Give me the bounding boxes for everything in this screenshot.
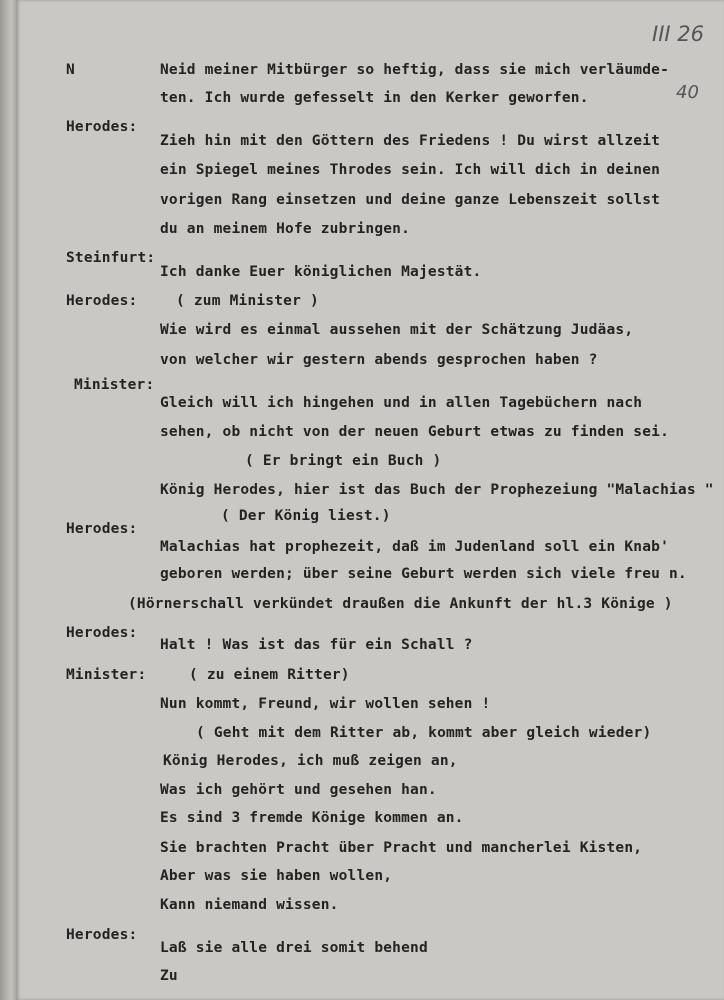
text-line: Wie wird es einmal aussehen mit der Schätzung Judäas,: [160, 322, 634, 338]
text-line: Kann niemand wissen.: [160, 897, 339, 913]
speaker-label: N: [66, 62, 75, 78]
text-line: Malachias hat prophezeit, daß im Judenland soll ein Knab': [160, 539, 669, 555]
text-line: Was ich gehört und gesehen han.: [160, 782, 437, 798]
speaker-label: Minister:: [66, 667, 147, 683]
speaker-label: Steinfurt:: [66, 250, 156, 266]
text-line: du an meinem Hofe zubringen.: [160, 221, 411, 237]
text-line: geboren werden; über seine Geburt werden sich viele freu n.: [160, 566, 687, 582]
stage-direction: ( zum Minister ): [176, 293, 319, 309]
text-line: Aber was sie haben wollen,: [160, 868, 393, 884]
text-line: König Herodes, hier ist das Buch der Prophezeiung "Malachias ": [160, 482, 714, 498]
text-line: Nun kommt, Freund, wir wollen sehen !: [160, 696, 491, 712]
speaker-label: Herodes:: [66, 521, 138, 537]
stage-direction: ( Der König liest.): [221, 508, 391, 524]
text-line: Neid meiner Mitbürger so heftig, dass sie mich verläumde-: [160, 62, 669, 78]
speaker-label: Herodes:: [66, 293, 138, 309]
page-number-annotation: 40: [676, 82, 699, 103]
speaker-label: Herodes:: [66, 119, 138, 135]
text-line: ten. Ich wurde gefesselt in den Kerker geworfen.: [160, 90, 589, 106]
text-line: Zieh hin mit den Göttern des Friedens ! Du wirst allzeit: [160, 133, 661, 149]
text-line: Zu: [160, 968, 178, 984]
text-line: ein Spiegel meines Throdes sein. Ich will dich in deinen: [160, 162, 661, 178]
stage-direction: ( Er bringt ein Buch ): [245, 453, 442, 469]
text-line: Ich danke Euer königlichen Majestät.: [160, 264, 482, 280]
text-line: König Herodes, ich muß zeigen an,: [163, 753, 458, 769]
stage-direction: ( Geht mit dem Ritter ab, kommt aber gleich wieder): [196, 725, 652, 741]
text-line: vorigen Rang einsetzen und deine ganze Lebenszeit sollst: [160, 192, 661, 208]
stage-direction: (Hörnerschall verkündet draußen die Ankunft der hl.3 Könige ): [128, 596, 673, 612]
text-line: Laß sie alle drei somit behend: [160, 940, 428, 956]
stage-direction: ( zu einem Ritter): [189, 667, 350, 683]
text-line: Sie brachten Pracht über Pracht und mancherlei Kisten,: [160, 840, 643, 856]
text-line: Es sind 3 fremde Könige kommen an.: [160, 810, 464, 826]
text-line: von welcher wir gestern abends gesprochen haben ?: [160, 352, 598, 368]
text-line: Halt ! Was ist das für ein Schall ?: [160, 637, 473, 653]
speaker-label: Minister:: [74, 377, 155, 393]
text-line: sehen, ob nicht von der neuen Geburt etwas zu finden sei.: [160, 424, 669, 440]
speaker-label: Herodes:: [66, 625, 138, 641]
binding-edge: [0, 0, 16, 1000]
speaker-label: Herodes:: [66, 927, 138, 943]
folio-annotation: III 26: [652, 22, 704, 46]
text-line: Gleich will ich hingehen und in allen Tagebüchern nach: [160, 395, 643, 411]
